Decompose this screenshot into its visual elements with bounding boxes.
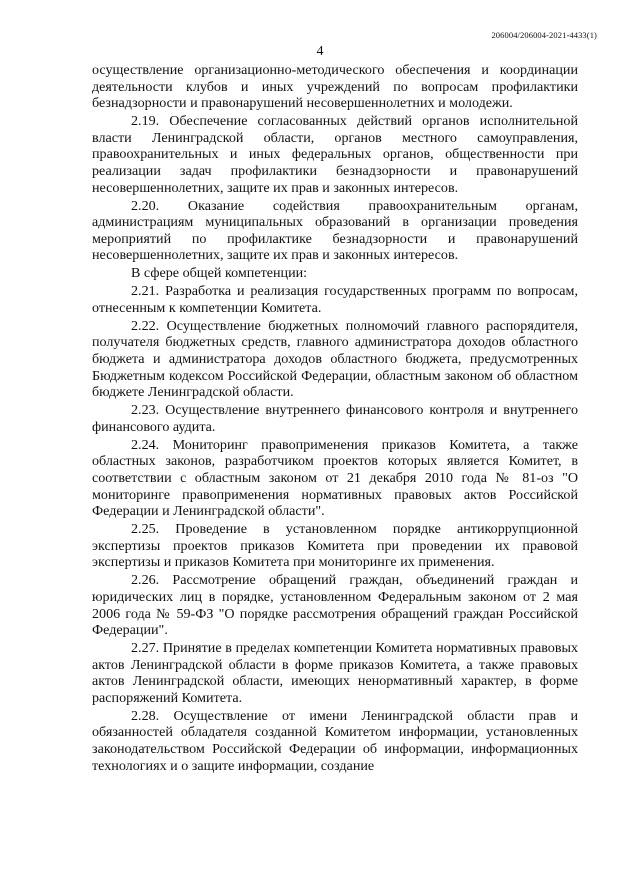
paragraph-2-20: 2.20. Оказание содействия правоохранительным органам, администрациям муниципальных образований в организации проведения мероприятий по профилактике безнадзорности и правонарушений несовершеннолетних, защите их прав и законных интересов. — [92, 197, 578, 264]
page-number: 4 — [316, 44, 324, 59]
document-body — [92, 62, 578, 776]
paragraph-2-27: 2.27. Принятие в пределах компетенции Комитета нормативных правовых актов Ленинградской области в форме приказов Комитета, а также правовых актов Ленинградской области, имеющих ненормативный характер, в форме распоряжений Комитета. — [92, 640, 578, 706]
paragraph: осуществление организационно-методического обеспечения и координации деятельности клубов и иных учреждений по вопросам профилактики безнадзорности и правонарушений несовершеннолетних и молодежи. — [92, 62, 578, 112]
paragraph-2-23: 2.23. Осуществление внутреннего финансового контроля и внутреннего финансового аудита. — [92, 402, 578, 435]
paragraph-2-21: 2.21. Разработка и реализация государственных программ по вопросам, отнесенным к компетенции Комитета. — [92, 283, 578, 316]
paragraph-2-22: 2.22. Осуществление бюджетных полномочий главного распорядителя, получателя бюджетных средств, главного администратора доходов областного бюджета и администратора доходов областного бюджета, предусмотренных Бюджетным кодексом Российской Федерации, областным законом об областном бюджете Ленинградской области. — [92, 317, 578, 401]
paragraph-2-28: 2.28. Осуществление от имени Ленинградской области прав и обязанностей обладателя созданной Комитетом информации, установленных законодательством Российской Федерации об информации, информационных технологиях и о защите информации, создание — [92, 707, 578, 774]
document-id: 206004/206004-2021-4433(1) — [491, 30, 597, 40]
paragraph-2-26: 2.26. Рассмотрение обращений граждан, объединений граждан и юридических лиц в порядке, установленном Федеральным законом от 2 мая 2006 года № 59-ФЗ "О порядке рассмотрения обращений граждан Российской Федерации". — [92, 572, 578, 639]
paragraph-2-24: 2.24. Мониторинг правоприменения приказов Комитета, а также областных законов, разработчиком проектов которых является Комитет, в соответствии с областным законом от 21 декабря 2010 года № 81-оз "О мониторинге правоприменения нормативных правовых актов Российской Федерации и Ленинградской области". — [92, 436, 578, 520]
section-heading-general-competence: В сфере общей компетенции: — [131, 265, 308, 282]
paragraph-2-25: 2.25. Проведение в установленном порядке антикоррупционной экспертизы проектов приказов Комитета при проведении их правовой экспертизы и приказов Комитета при мониторинге их применения. — [92, 521, 578, 571]
paragraph-2-19: 2.19. Обеспечение согласованных действий органов исполнительной власти Ленинградской области, органов местного самоуправления, правоохранительных и иных федеральных органов, общественности при реализации задач профилактики безнадзорности и правонарушений несовершеннолетних, защите их прав и законных интересов. — [92, 113, 578, 196]
